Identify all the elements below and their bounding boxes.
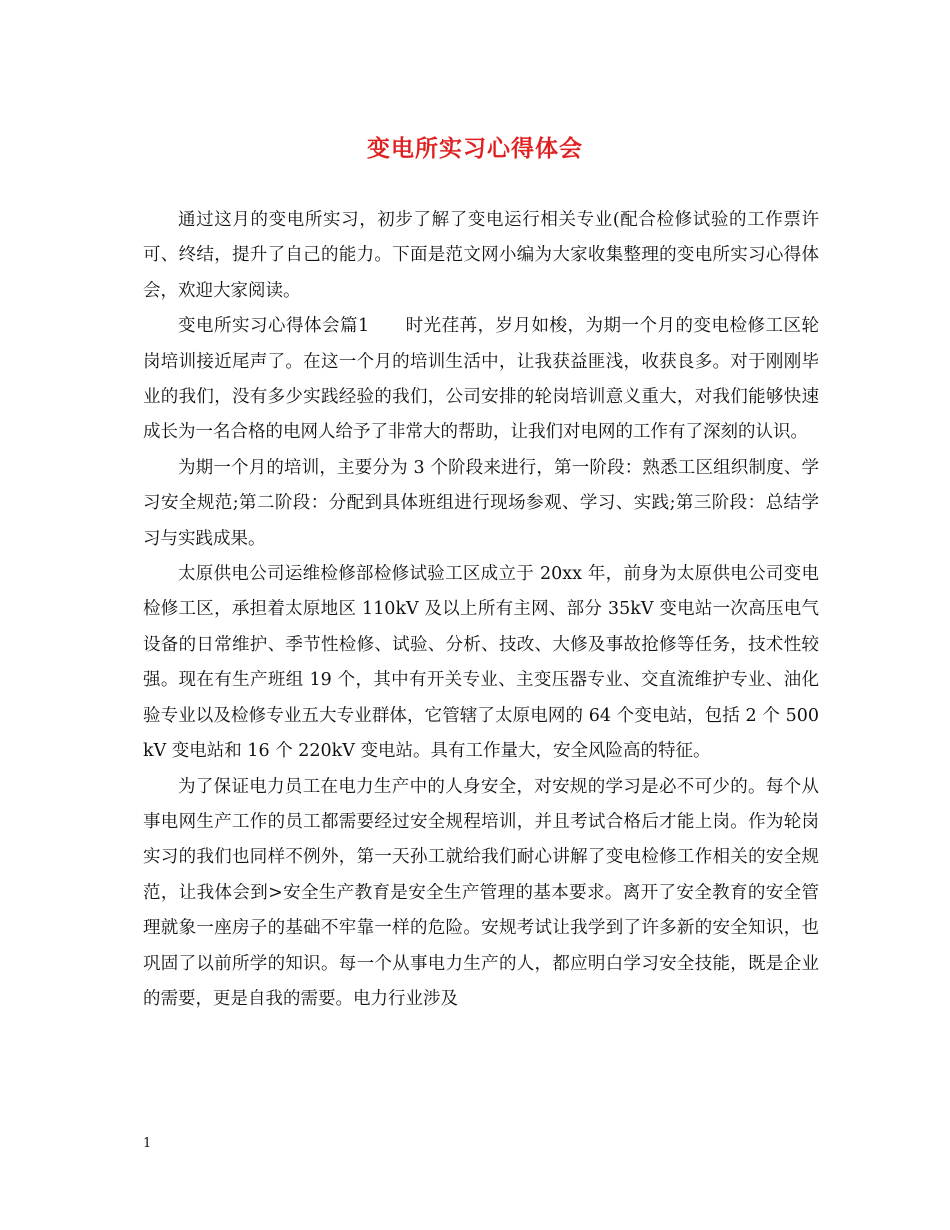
paragraph-safety-rules: 为了保证电力员工在电力生产中的人身安全，对安规的学习是必不可少的。每个从事电网生产工作的员工都需要经过安全规程培训，并且考试合格后才能上岗。作为轮岗实习的我们也同样不例外，第一天孙工就给我们耐心讲解了变电检修工作相关的安全规范，让我体会到>安全生产教育是安全生产管理的基本要求。离开了安全教育的安全管理就象一座房子的基础不牢靠一样的危险。安规考试让我学到了许多新的安全知识，也巩固了以前所学的知识。每一个从事电力生产的人，都应明白学习安全技能，既是企业的需要，更是自我的需要。电力行业涉及 (143, 776, 819, 1009)
paragraph-intro: 通过这月的变电所实习，初步了解了变电运行相关专业(配合检修试验的工作票许可、终结，提升了自己的能力。下面是范文网小编为大家收集整理的变电所实习心得体会，欢迎大家阅读。 (143, 210, 819, 301)
page-number: 1 (143, 1136, 152, 1151)
paragraph-company-background: 太原供电公司运维检修部检修试验工区成立于 20xx 年，前身为太原供电公司变电检修工区，承担着太原地区 110kV 及以上所有主网、部分 35kV 变电站一次高压电气设备的日常维护、季节性检修、试验、分析、技改、大修及事故抢修等任务，技术性较强。现在有生产班组 19 个，其中有开关专业、主变压器专业、交直流维护专业、油化验专业以及检修专业五大专业群体，它管辖了太原电网的 64 个变电站，包括 2 个 500kV 变电站和 16 个 220kV 变电站。具有工作量大，安全风险高的特征。 (143, 564, 819, 762)
document-body (143, 203, 819, 1017)
document-title: 变电所实习心得体会 (367, 135, 583, 162)
paragraph-training-stages: 为期一个月的培训，主要分为 3 个阶段来进行，第一阶段：熟悉工区组织制度、学习安全规范;第二阶段：分配到具体班组进行现场参观、学习、实践;第三阶段：总结学习与实践成果。 (143, 457, 819, 549)
paragraph-part-1: 变电所实习心得体会篇1 时光荏苒，岁月如梭，为期一个月的变电检修工区轮岗培训接近尾声了。在这一个月的培训生活中，让我获益匪浅，收获良多。对于刚刚毕业的我们，没有多少实践经验的我们，公司安排的轮岗培训意义重大，对我们能够快速成长为一名合格的电网人给予了非常大的帮助，让我们对电网的工作有了深刻的认识。 (143, 316, 819, 443)
